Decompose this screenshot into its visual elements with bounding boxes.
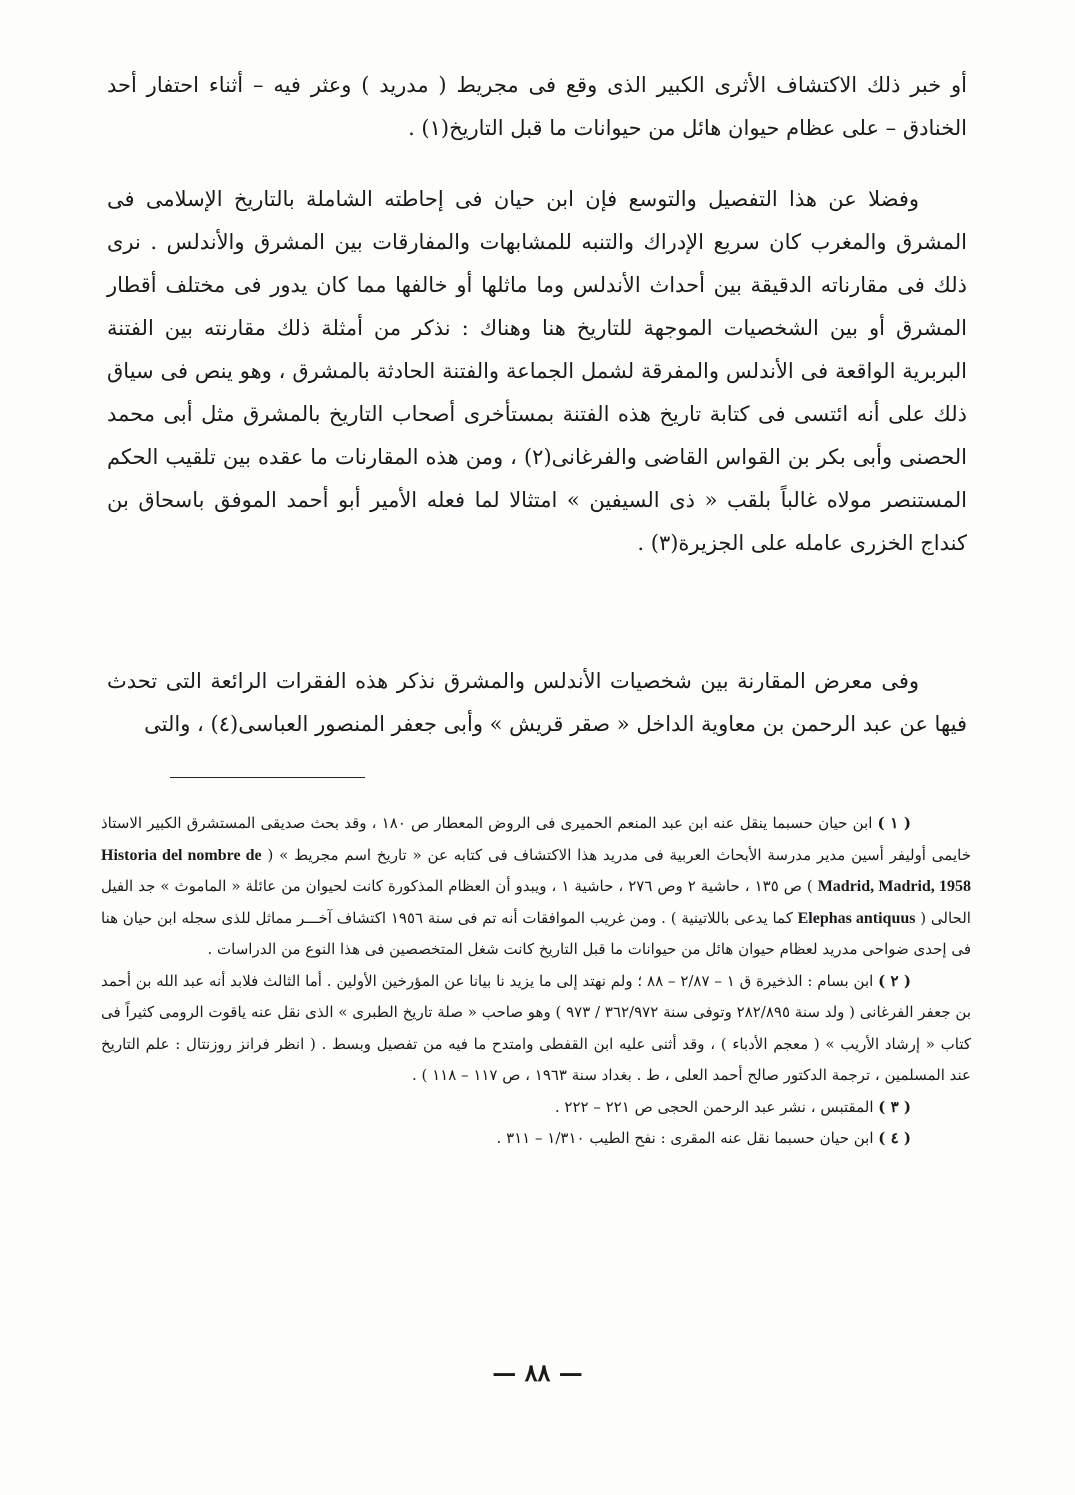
footnote-1-latin-title: Historia del nombre de Madrid, Madrid, 1958 [101,846,972,895]
footnote-3 [101,1092,971,1124]
footnotes-section [101,808,971,1155]
body-paragraph-2: وفضلا عن هذا التفصيل والتوسع فإن ابن حيان فى إحاطته الشاملة بالتاريخ الإسلامى فى المشرق والمغرب كان سريع الإدراك والتنبه للمشابهات والمفارقات بين المشرق والأندلس . نرى ذلك فى مقارناته الدقيقة بين أحداث الأندلس وما ماثلها أو خالفها مما كان يدور فى مختلف أقطار المشرق أو بين الشخصيات الموجهة للتاريخ هنا وهناك : نذكر من أمثلة ذلك مقارنته بين الفتنة البربرية الواقعة فى الأندلس والمفرقة لشمل الجماعة والفتنة الحادثة بالمشرق ، وهو ينص فى سياق ذلك على أنه ائتسى فى كتابة تاريخ هذه الفتنة بمستأخرى أصحاب التاريخ بالمشرق مثل أبى محمد الحصنى وأبى بكر بن القواس القاضى والفرغانى(٢) ، ومن هذه المقارنات ما عقده بين تلقيب الحكم المستنصر مولاه غالباً بلقب « ذى السيفين » امتثالا لما فعله الأمير أبو أحمد الموفق باسحاق بن كنداج الخزرى عامله على الجزيرة(٣) . [107,187,968,555]
footnote-4 [101,1123,971,1155]
footnote-3-number: ( ٣ ) [878,1097,911,1116]
footnote-2-text: ابن بسام : الذخيرة ق ١ – ٢/٨٧ – ٨٨ ؛ ولم نهتد إلى ما يزيد نا بيانا عن المؤرخين الأولين . أما الثالث فلابد أنه عبد الله بن أحمد بن جعفر الفرغانى ( ولد سنة ٢٨٢/٨٩٥ وتوفى سنة ٣٦٢/٩٧٢ / ٩٧٣ ) وهو صاحب « صلة تاريخ الطبرى » الذى نقل عنه ياقوت الرومى كثيراً فى كتاب « إرشاد الأريب » ( معجم الأدباء ) ، وقد أثنى عليه ابن القفطى وامتدح ما فيه من تفصيل وبسط . ( انظر فرانز روزنتال : علم التاريخ عند المسلمين ، ترجمة الدكتور صالح أحمد العلى ، ط . بغداد سنة ١٩٦٣ ، ص ١١٧ – ١١٨ ) . [101,971,972,1084]
footnote-1-text-a: ابن حيان حسبما ينقل عنه ابن عبد المنعم الحميرى فى الروض المعطار ص ١٨٠ ، وقد بحث صديقى المستشرق الكبير الاستاذ خايمى أوليفر أسين مدير مدرسة الأبحاث العربية فى مدريد هذا الاكتشاف فى كتابه عن « تاريخ اسم مجريط » ( [101,814,971,864]
footnote-1 [101,808,971,966]
footnote-2-number: ( ٢ ) [878,971,911,990]
body-paragraph-1: أو خبر ذلك الاكتشاف الأثرى الكبير الذى وقع فى مجريط ( مدريد ) وعثر فيه – أثناء احتفار أحد الخنادق – على عظام حيوان هائل من حيوانات ما قبل التاريخ(١) . [107,73,967,140]
body-paragraph-3: وفى معرض المقارنة بين شخصيات الأندلس والمشرق نذكر هذه الفقرات الرائعة التى تحدث فيها عن عبد الرحمن بن معاوية الداخل « صقر قريش » وأبى جعفر المنصور العباسى(٤) ، والتى [107,669,967,736]
footnote-1-text-b: ) ص ١٣٥ ، حاشية ٢ وص ٢٧٦ ، حاشية ١ ، ويبدو أن العظام المذكورة كانت لحيوان من عائلة « الماموث » جد الفيل الحالى ( [101,877,971,927]
footnote-1-text-c: كما يدعى باللاتينية ) . ومن غريب الموافقات أنه تم فى سنة ١٩٥٦ اكتشاف آخـــر مماثل للذى سجله ابن حيان هنا فى إحدى ضواحى مدريد لعظام حيوان هائل من حيوانات ما قبل التاريخ كانت شغل المتخصصين فى هذا النوع من الدراسات . [101,908,971,958]
footnote-2 [101,966,971,1092]
footnote-4-number: ( ٤ ) [878,1129,911,1147]
footnote-1-latin-species: Elephas antiquus [797,909,916,927]
footnote-1-number: ( ١ ) [877,814,911,832]
footnote-separator-rule [170,777,365,778]
footnote-4-text: ابن حيان حسبما نقل عنه المقرى : نفح الطيب ١/٣١٠ – ٣١١ . [496,1129,874,1147]
footnote-3-text: المقتبس ، نشر عبد الرحمن الحجى ص ٢٢١ – ٢٢٢ . [554,1097,874,1116]
page-number: — ٨٨ — [492,1358,583,1387]
